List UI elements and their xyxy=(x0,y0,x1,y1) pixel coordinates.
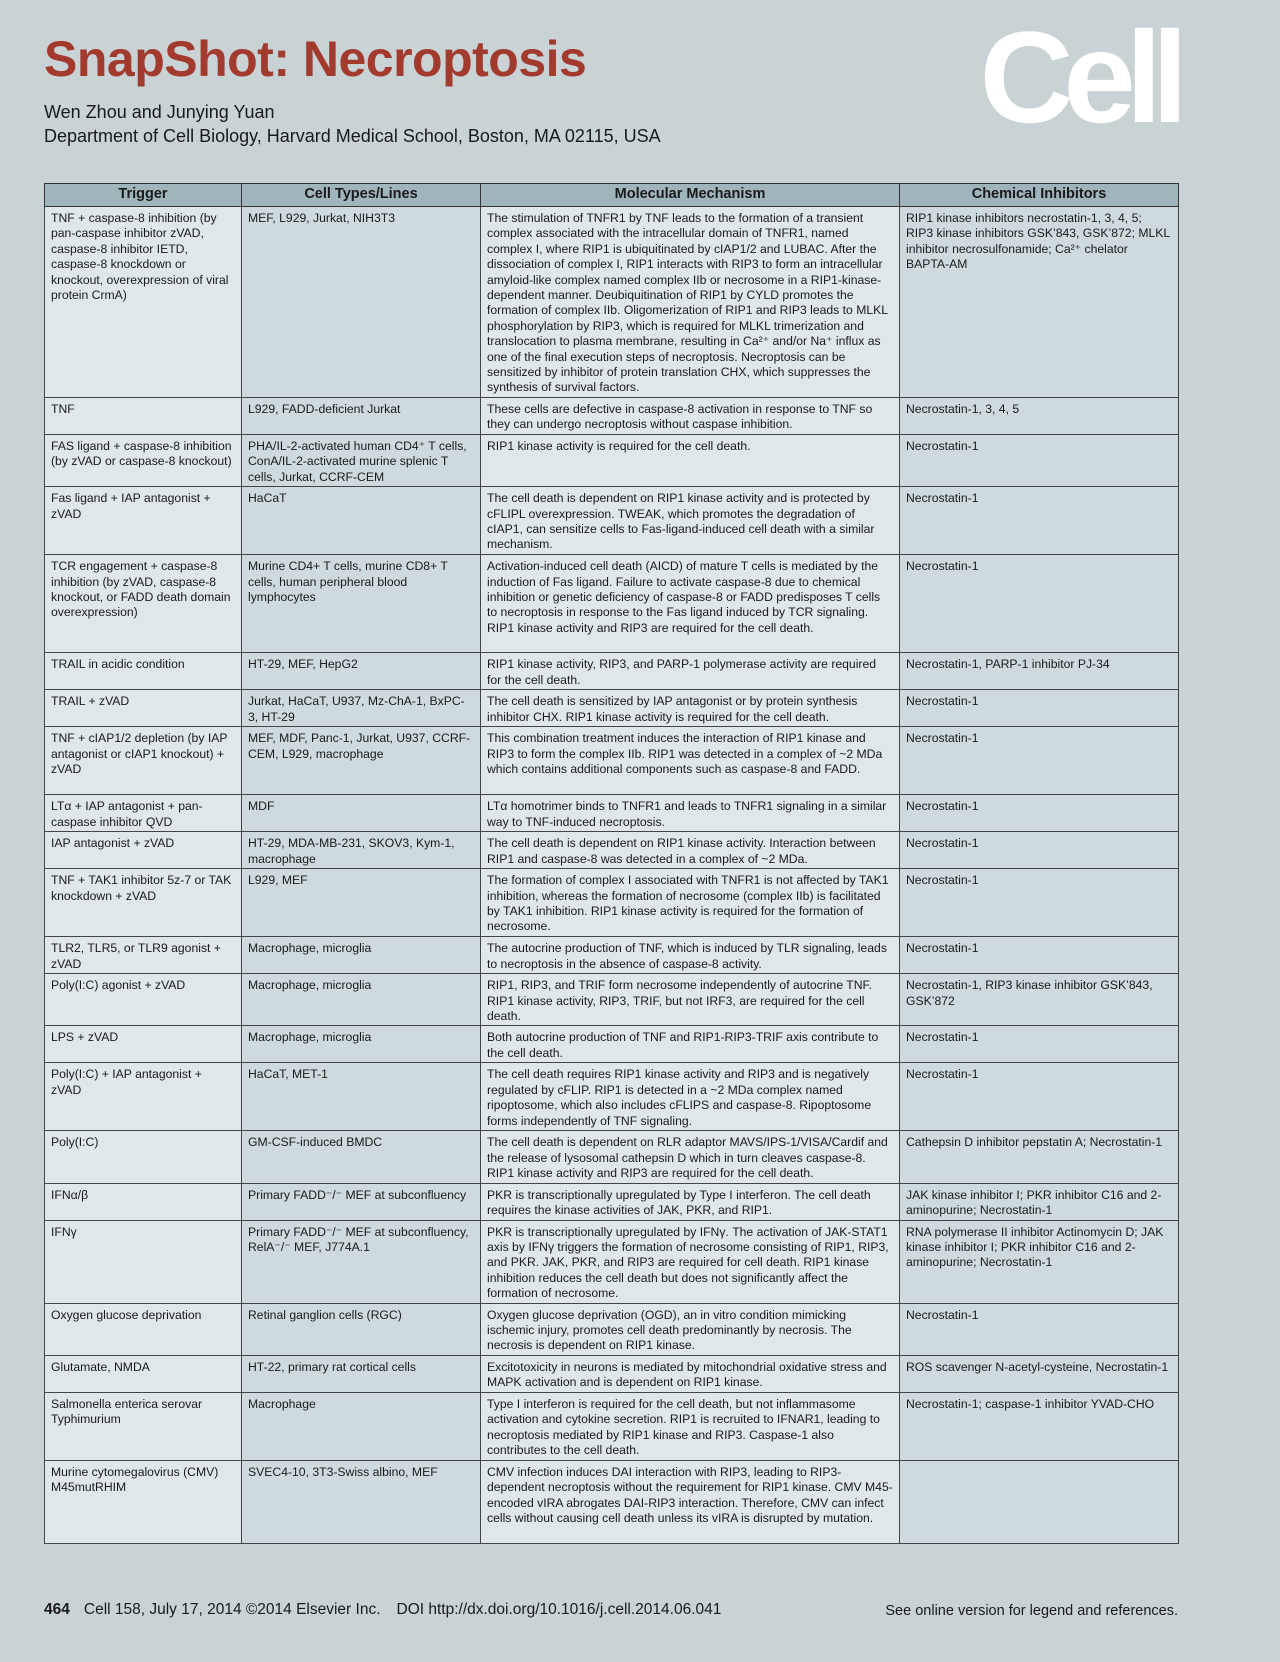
cell-cell-types: Macrophage xyxy=(242,1392,481,1460)
cell-inhibitors: JAK kinase inhibitor I; PKR inhibitor C16 and 2-aminopurine; Necrostatin-1 xyxy=(900,1183,1179,1220)
table-row xyxy=(45,1026,1179,1063)
cell-inhibitors: ROS scavenger N-acetyl-cysteine, Necrostatin-1 xyxy=(900,1355,1179,1392)
column-header-cell-types: Cell Types/Lines xyxy=(242,184,481,207)
table-row xyxy=(45,1183,1179,1220)
table-row xyxy=(45,974,1179,1026)
column-header-inhibitors: Chemical Inhibitors xyxy=(900,184,1179,207)
column-header-trigger: Trigger xyxy=(45,184,242,207)
cell-inhibitors: Necrostatin-1 xyxy=(900,1063,1179,1131)
cell-inhibitors: RNA polymerase II inhibitor Actinomycin D; JAK kinase inhibitor I; PKR inhibitor C16 and 2-aminopurine; Necrostatin-1 xyxy=(900,1220,1179,1303)
cell-trigger: TRAIL in acidic condition xyxy=(45,653,242,690)
cell-cell-types: HT-29, MEF, HepG2 xyxy=(242,653,481,690)
table-row xyxy=(45,832,1179,869)
table-row xyxy=(45,1355,1179,1392)
cell-trigger: Poly(I:C) + IAP antagonist + zVAD xyxy=(45,1063,242,1131)
cell-trigger: Salmonella enterica serovar Typhimurium xyxy=(45,1392,242,1460)
cell-mechanism: PKR is transcriptionally upregulated by IFNγ. The activation of JAK-STAT1 axis by IFNγ triggers the formation of necrosome consisting of RIP1, RIP3, and PKR. JAK, PKR, and RIP3 are required for cell death. RIP1 kinase inhibition reduces the cell death but does not significantly affect the formation of necrosome. xyxy=(481,1220,900,1303)
cell-cell-types: Macrophage, microglia xyxy=(242,937,481,974)
cell-inhibitors: Necrostatin-1; caspase-1 inhibitor YVAD-CHO xyxy=(900,1392,1179,1460)
cell-mechanism: The cell death requires RIP1 kinase activity and RIP3 and is negatively regulated by cFLIP. RIP1 is detected in a ~2 MDa complex named ripoptosome, which also includes cFLIPS and caspase-8. Ripoptosome forms independently of TNF signaling. xyxy=(481,1063,900,1131)
cell-trigger: TRAIL + zVAD xyxy=(45,690,242,727)
cell-trigger: TCR engagement + caspase-8 inhibition (by zVAD, caspase-8 knockout, or FADD death domain overexpression) xyxy=(45,555,242,653)
cell-mechanism: Both autocrine production of TNF and RIP1-RIP3-TRIF axis contribute to the cell death. xyxy=(481,1026,900,1063)
cell-inhibitors: Necrostatin-1 xyxy=(900,937,1179,974)
cell-trigger: TLR2, TLR5, or TLR9 agonist + zVAD xyxy=(45,937,242,974)
cell-inhibitors xyxy=(900,1460,1179,1543)
cell-cell-types: MDF xyxy=(242,795,481,832)
cell-cell-types: Murine CD4+ T cells, murine CD8+ T cells, human peripheral blood lymphocytes xyxy=(242,555,481,653)
table-row xyxy=(45,1392,1179,1460)
cell-mechanism: Type I interferon is required for the cell death, but not inflammasome activation and cytokine secretion. RIP1 is recruited to IFNAR1, leading to necroptosis mediated by RIP1 kinase and RIP3. Caspase-1 also contributes to the cell death. xyxy=(481,1392,900,1460)
cell-trigger: TNF + caspase-8 inhibition (by pan-caspase inhibitor zVAD, caspase-8 inhibitor IETD, caspase-8 knockdown or knockout, overexpression of viral protein CrmA) xyxy=(45,207,242,398)
cell-mechanism: RIP1 kinase activity, RIP3, and PARP-1 polymerase activity are required for the cell death. xyxy=(481,653,900,690)
cell-mechanism: The stimulation of TNFR1 by TNF leads to the formation of a transient complex associated with the intracellular domain of TNFR1, named complex I, where RIP1 is ubiquitinated by cIAP1/2 and LUBAC. After the dissociation of complex I, RIP1 interacts with RIP3 to form an intracellular amyloid-like complex named complex IIb or necrosome in a RIP1-kinase-dependent manner. Deubiquitination of RIP1 by CYLD promotes the formation of complex IIb. Oligomerization of RIP1 and RIP3 leads to MLKL phosphorylation by RIP3, which is required for MLKL trimerization and translocation to plasma membrane, resulting in Ca²⁺ and/or Na⁺ influx as one of the final execution steps of necroptosis. Necroptosis can be sensitized by inhibitor of protein translation CHX, which suppresses the synthesis of survival factors. xyxy=(481,207,900,398)
table-row xyxy=(45,397,1179,434)
cell-mechanism: The cell death is dependent on RIP1 kinase activity and is protected by cFLIPL overexpression. TWEAK, which promotes the degradation of cIAP1, can sensitize cells to Fas-ligand-induced cell death with a similar mechanism. xyxy=(481,487,900,555)
cell-inhibitors: Necrostatin-1 xyxy=(900,434,1179,486)
cell-trigger: TNF + TAK1 inhibitor 5z-7 or TAK knockdown + zVAD xyxy=(45,869,242,937)
cell-mechanism: Oxygen glucose deprivation (OGD), an in vitro condition mimicking ischemic injury, promotes cell death predominantly by necrosis. The necrosis is dependent on RIP1 kinase. xyxy=(481,1303,900,1355)
table-row xyxy=(45,487,1179,555)
cell-cell-types: Jurkat, HaCaT, U937, Mz-ChA-1, BxPC-3, HT-29 xyxy=(242,690,481,727)
cell-inhibitors: Necrostatin-1 xyxy=(900,1026,1179,1063)
cell-cell-types: PHA/IL-2-activated human CD4⁺ T cells, ConA/IL-2-activated murine splenic T cells, Jurkat, CCRF-CEM xyxy=(242,434,481,486)
cell-inhibitors: Cathepsin D inhibitor pepstatin A; Necrostatin-1 xyxy=(900,1131,1179,1183)
table-row xyxy=(45,795,1179,832)
cell-trigger: TNF xyxy=(45,397,242,434)
table-row xyxy=(45,1303,1179,1355)
cell-trigger: TNF + cIAP1/2 depletion (by IAP antagonist or cIAP1 knockout) + zVAD xyxy=(45,727,242,795)
table-row xyxy=(45,434,1179,486)
cell-inhibitors: Necrostatin-1, 3, 4, 5 xyxy=(900,397,1179,434)
cell-mechanism: PKR is transcriptionally upregulated by Type I interferon. The cell death requires the kinase activities of JAK, PKR, and RIP1. xyxy=(481,1183,900,1220)
cell-inhibitors: Necrostatin-1 xyxy=(900,795,1179,832)
cell-trigger: Glutamate, NMDA xyxy=(45,1355,242,1392)
cell-cell-types: Macrophage, microglia xyxy=(242,1026,481,1063)
table-header-row xyxy=(45,184,1179,207)
cell-mechanism: LTα homotrimer binds to TNFR1 and leads to TNFR1 signaling in a similar way to TNF-induced necroptosis. xyxy=(481,795,900,832)
cell-trigger: Oxygen glucose deprivation xyxy=(45,1303,242,1355)
page-number: 464 xyxy=(44,1601,70,1618)
cell-cell-types: L929, FADD-deficient Jurkat xyxy=(242,397,481,434)
table-row xyxy=(45,1220,1179,1303)
affiliation: Department of Cell Biology, Harvard Medical School, Boston, MA 02115, USA xyxy=(44,126,661,146)
cell-inhibitors: Necrostatin-1 xyxy=(900,555,1179,653)
table-row xyxy=(45,869,1179,937)
cell-inhibitors: Necrostatin-1 xyxy=(900,727,1179,795)
cell-mechanism: The cell death is dependent on RIP1 kinase activity. Interaction between RIP1 and caspase-8 was detected in a complex of ~2 MDa. xyxy=(481,832,900,869)
cell-logo: Cell xyxy=(979,4,1178,150)
page-title: SnapShot: Necroptosis xyxy=(44,31,587,87)
cell-mechanism: RIP1 kinase activity is required for the cell death. xyxy=(481,434,900,486)
column-header-mechanism: Molecular Mechanism xyxy=(481,184,900,207)
table-row xyxy=(45,1460,1179,1543)
cell-trigger: FAS ligand + caspase-8 inhibition (by zVAD or caspase-8 knockout) xyxy=(45,434,242,486)
cell-cell-types: Retinal ganglion cells (RGC) xyxy=(242,1303,481,1355)
table-row xyxy=(45,207,1179,398)
footer-citation xyxy=(44,1601,721,1619)
author-block xyxy=(44,100,661,148)
cell-cell-types: Primary FADD⁻/⁻ MEF at subconfluency, RelA⁻/⁻ MEF, J774A.1 xyxy=(242,1220,481,1303)
cell-inhibitors: Necrostatin-1 xyxy=(900,1303,1179,1355)
cell-cell-types: L929, MEF xyxy=(242,869,481,937)
cell-cell-types: HaCaT, MET-1 xyxy=(242,1063,481,1131)
necroptosis-table xyxy=(44,183,1179,1544)
table-row xyxy=(45,1063,1179,1131)
cell-mechanism: These cells are defective in caspase-8 activation in response to TNF so they can undergo necroptosis without caspase inhibition. xyxy=(481,397,900,434)
cell-cell-types: Macrophage, microglia xyxy=(242,974,481,1026)
cell-mechanism: The formation of complex I associated with TNFR1 is not affected by TAK1 inhibition, whereas the formation of necrosome (complex IIb) is facilitated by TAK1 inhibition. RIP1 kinase activity is required for the formation of necrosome. xyxy=(481,869,900,937)
table-row xyxy=(45,727,1179,795)
cell-mechanism: Excitotoxicity in neurons is mediated by mitochondrial oxidative stress and MAPK activation and is dependent on RIP1 kinase. xyxy=(481,1355,900,1392)
table-row xyxy=(45,690,1179,727)
cell-trigger: IFNγ xyxy=(45,1220,242,1303)
cell-cell-types: Primary FADD⁻/⁻ MEF at subconfluency xyxy=(242,1183,481,1220)
cell-inhibitors: Necrostatin-1 xyxy=(900,869,1179,937)
cell-inhibitors: Necrostatin-1 xyxy=(900,832,1179,869)
online-note: See online version for legend and references. xyxy=(885,1603,1178,1619)
journal-citation: Cell 158, July 17, 2014 ©2014 Elsevier Inc. xyxy=(83,1601,381,1618)
cell-trigger: IFNα/β xyxy=(45,1183,242,1220)
cell-inhibitors: Necrostatin-1, PARP-1 inhibitor PJ-34 xyxy=(900,653,1179,690)
cell-trigger: Poly(I:C) xyxy=(45,1131,242,1183)
table-row xyxy=(45,653,1179,690)
cell-cell-types: HT-22, primary rat cortical cells xyxy=(242,1355,481,1392)
cell-mechanism: Activation-induced cell death (AICD) of mature T cells is mediated by the induction of Fas ligand. Failure to activate caspase-8 due to chemical inhibition or genetic deficiency of caspase-8 or FADD predisposes T cells to necroptosis in response to the Fas ligand induced by TCR signaling. RIP1 kinase activity and RIP3 are required for the cell death. xyxy=(481,555,900,653)
cell-mechanism: The cell death is dependent on RLR adaptor MAVS/IPS-1/VISA/Cardif and the release of lysosomal cathepsin D which in turn cleaves caspase-8. RIP1 kinase activity and RIP3 are required for the cell death. xyxy=(481,1131,900,1183)
cell-cell-types: HT-29, MDA-MB-231, SKOV3, Kym-1, macrophage xyxy=(242,832,481,869)
table-row xyxy=(45,555,1179,653)
table-row xyxy=(45,937,1179,974)
cell-mechanism: The autocrine production of TNF, which is induced by TLR signaling, leads to necroptosis in the absence of caspase-8 activity. xyxy=(481,937,900,974)
cell-inhibitors: Necrostatin-1 xyxy=(900,690,1179,727)
cell-mechanism: This combination treatment induces the interaction of RIP1 kinase and RIP3 to form the complex IIb. RIP1 was detected in a complex of ~2 MDa which contains additional components such as caspase-8 and FADD. xyxy=(481,727,900,795)
cell-inhibitors: Necrostatin-1, RIP3 kinase inhibitor GSK’843, GSK’872 xyxy=(900,974,1179,1026)
cell-cell-types: HaCaT xyxy=(242,487,481,555)
cell-cell-types: MEF, MDF, Panc-1, Jurkat, U937, CCRF-CEM, L929, macrophage xyxy=(242,727,481,795)
cell-trigger: LTα + IAP antagonist + pan-caspase inhibitor QVD xyxy=(45,795,242,832)
table-body xyxy=(45,207,1179,1544)
cell-cell-types: GM-CSF-induced BMDC xyxy=(242,1131,481,1183)
cell-inhibitors: RIP1 kinase inhibitors necrostatin-1, 3, 4, 5; RIP3 kinase inhibitors GSK’843, GSK’872; MLKL inhibitor necrosulfonamide; Ca²⁺ chelator BAPTA-AM xyxy=(900,207,1179,398)
cell-mechanism: RIP1, RIP3, and TRIF form necrosome independently of autocrine TNF. RIP1 kinase activity, RIP3, TRIF, but not IRF3, are required for the cell death. xyxy=(481,974,900,1026)
cell-cell-types: MEF, L929, Jurkat, NIH3T3 xyxy=(242,207,481,398)
cell-trigger: Poly(I:C) agonist + zVAD xyxy=(45,974,242,1026)
cell-mechanism: CMV infection induces DAI interaction with RIP3, leading to RIP3-dependent necroptosis without the requirement for RIP1 kinase. CMV M45-encoded vIRA abrogates DAI-RIP3 interaction. Therefore, CMV can infect cells without causing cell death unless its vIRA is disrupted by mutation. xyxy=(481,1460,900,1543)
cell-inhibitors: Necrostatin-1 xyxy=(900,487,1179,555)
authors: Wen Zhou and Junying Yuan xyxy=(44,102,275,122)
cell-cell-types: SVEC4-10, 3T3-Swiss albino, MEF xyxy=(242,1460,481,1543)
table-row xyxy=(45,1131,1179,1183)
cell-trigger: Murine cytomegalovirus (CMV) M45mutRHIM xyxy=(45,1460,242,1543)
cell-trigger: IAP antagonist + zVAD xyxy=(45,832,242,869)
cell-mechanism: The cell death is sensitized by IAP antagonist or by protein synthesis inhibitor CHX. RIP1 kinase activity is required for the cell death. xyxy=(481,690,900,727)
doi-link[interactable]: DOI http://dx.doi.org/10.1016/j.cell.2014.06.041 xyxy=(396,1601,722,1618)
cell-trigger: Fas ligand + IAP antagonist + zVAD xyxy=(45,487,242,555)
cell-trigger: LPS + zVAD xyxy=(45,1026,242,1063)
